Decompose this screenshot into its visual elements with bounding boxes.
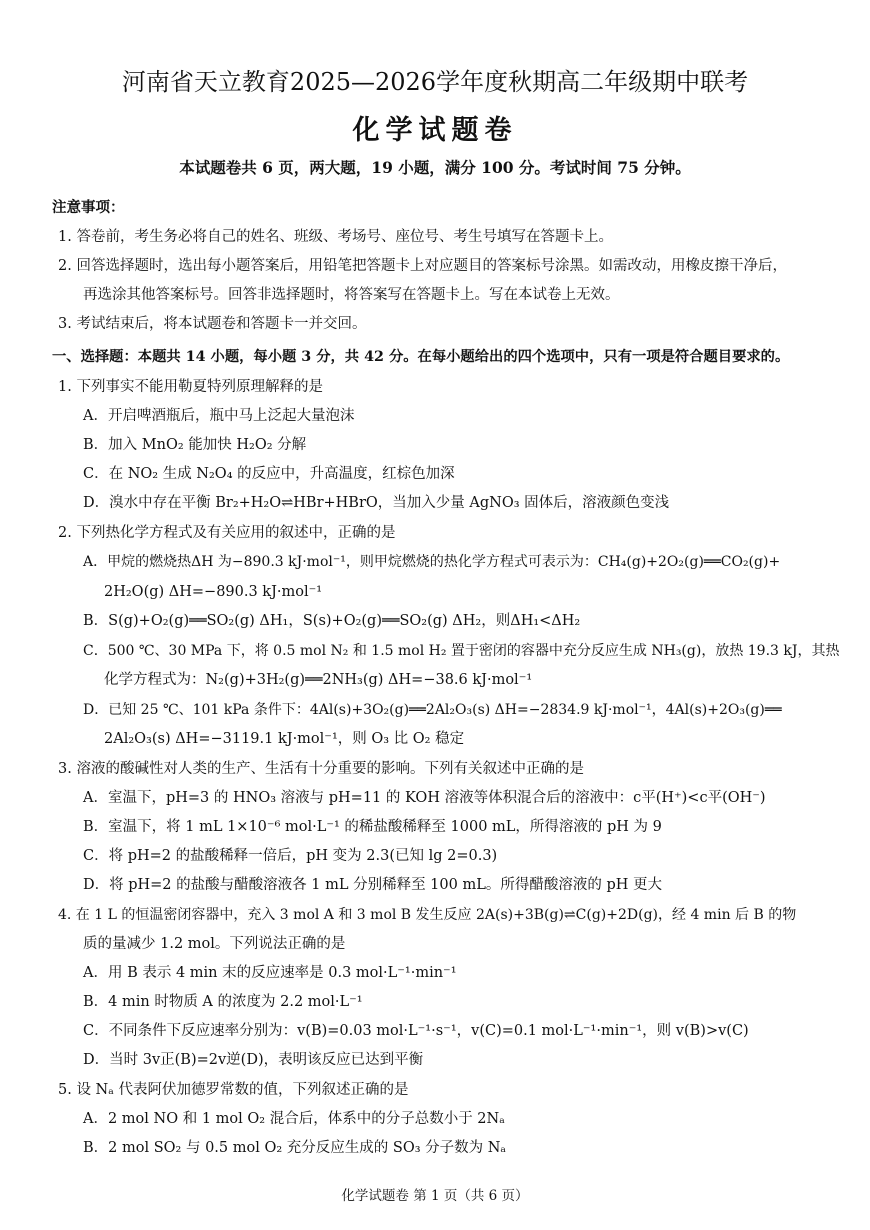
question-option: C．不同条件下反应速率分别为：v(B)=0.03 mol·L⁻¹·s⁻¹，v(C)=0.1 mol·L⁻¹·min⁻¹，则 v(B)>v(C) [83,1023,749,1039]
question-option: C．将 pH=2 的盐酸稀释一倍后，pH 变为 2.3(已知 lg 2=0.3) [83,848,498,864]
question-option: C．在 NO₂ 生成 N₂O₄ 的反应中，升高温度，红棕色加深 [83,466,455,482]
notes-heading: 注意事项： [52,199,125,216]
question-stem: 3. 溶液的酸碱性对人类的生产、生活有十分重要的影响。下列有关叙述中正确的是 [58,761,584,777]
question-option: A．室温下，pH=3 的 HNO₃ 溶液与 pH=11 的 KOH 溶液等体积混合后的溶液中：c平(H⁺)<c平(OH⁻) [83,790,766,806]
exam-info: 本试题卷共 6 页，两大题，19 小题，满分 100 分。考试时间 75 分钟。 [179,158,691,177]
section-heading: 一、选择题：本题共 14 小题，每小题 3 分，共 42 分。在每小题给出的四个选项中，只有一项是符合题目要求的。 [52,349,790,365]
note-item-continued: 再选涂其他答案标号。回答非选择题时，将答案写在答题卡上。写在本试卷上无效。 [83,287,620,303]
question-option: B．2 mol SO₂ 与 0.5 mol O₂ 充分反应生成的 SO₃ 分子数为 Nₐ [83,1140,507,1156]
exam-subtitle: 化学试题卷 [352,115,518,146]
exam-title: 河南省天立教育2025—2026学年度秋期高二年级期中联考 [121,68,749,96]
question-option: B．加入 MnO₂ 能加快 H₂O₂ 分解 [83,437,307,453]
question-stem: 1. 下列事实不能用勒夏特列原理解释的是 [58,379,323,395]
question-stem: 2. 下列热化学方程式及有关应用的叙述中，正确的是 [58,525,396,541]
question-stem: 5. 设 Nₐ 代表阿伏加德罗常数的值，下列叙述正确的是 [58,1082,409,1098]
question-option: A．甲烷的燃烧热ΔH 为−890.3 kJ·mol⁻¹，则甲烷燃烧的热化学方程式可表示为：CH₄(g)+2O₂(g)══CO₂(g)+ [83,554,781,570]
question-option: A．用 B 表示 4 min 末的反应速率是 0.3 mol·L⁻¹·min⁻¹ [83,965,457,981]
question-option: D．当时 3v正(B)=2v逆(D)，表明该反应已达到平衡 [83,1052,424,1068]
question-option: D．溴水中存在平衡 Br₂+H₂O⇌HBr+HBrO，当加入少量 AgNO₃ 固体后，溶液颜色变浅 [83,495,670,511]
question-option: A．2 mol NO 和 1 mol O₂ 混合后，体系中的分子总数小于 2Nₐ [83,1111,505,1127]
note-item: 1. 答卷前，考生务必将自己的姓名、班级、考场号、座位号、考生号填写在答题卡上。 [58,229,613,245]
question-option: D．已知 25 ℃、101 kPa 条件下：4Al(s)+3O₂(g)══2Al₂O₃(s) ΔH=−2834.9 kJ·mol⁻¹，4Al(s)+2O₃(g)══ [83,702,782,718]
question-option-continued: 2Al₂O₃(s) ΔH=−3119.1 kJ·mol⁻¹，则 O₃ 比 O₂ 稳定 [104,731,465,747]
question-stem: 4. 在 1 L 的恒温密闭容器中，充入 3 mol A 和 3 mol B 发生反应 2A(s)+3B(g)⇌C(g)+2D(g)，经 4 min 后 B 的物 [58,907,797,923]
question-option: D．将 pH=2 的盐酸与醋酸溶液各 1 mL 分别稀释至 100 mL。所得醋酸溶液的 pH 更大 [83,877,662,893]
question-option: B．S(g)+O₂(g)══SO₂(g) ΔH₁，S(s)+O₂(g)══SO₂(g) ΔH₂，则ΔH₁<ΔH₂ [83,613,581,629]
note-item: 2. 回答选择题时，选出每小题答案后，用铅笔把答题卡上对应题目的答案标号涂黑。如需改动，用橡皮擦干净后， [58,258,787,274]
page-footer: 化学试题卷 第 1 页（共 6 页） [341,1188,529,1204]
question-option: B．室温下，将 1 mL 1×10⁻⁶ mol·L⁻¹ 的稀盐酸稀释至 1000 mL，所得溶液的 pH 为 9 [83,819,662,835]
question-option: A．开启啤酒瓶后，瓶中马上泛起大量泡沫 [83,408,355,424]
question-option-continued: 化学方程式为：N₂(g)+3H₂(g)══2NH₃(g) ΔH=−38.6 kJ·mol⁻¹ [104,672,533,688]
question-option: C．500 ℃、30 MPa 下，将 0.5 mol N₂ 和 1.5 mol H₂ 置于密闭的容器中充分反应生成 NH₃(g)，放热 19.3 kJ，其热 [83,643,840,659]
note-item: 3. 考试结束后，将本试题卷和答题卡一并交回。 [58,316,367,332]
question-option: B．4 min 时物质 A 的浓度为 2.2 mol·L⁻¹ [83,994,363,1010]
question-option-continued: 2H₂O(g) ΔH=−890.3 kJ·mol⁻¹ [104,584,323,600]
question-stem-continued: 质的量减少 1.2 mol。下列说法正确的是 [83,936,346,952]
